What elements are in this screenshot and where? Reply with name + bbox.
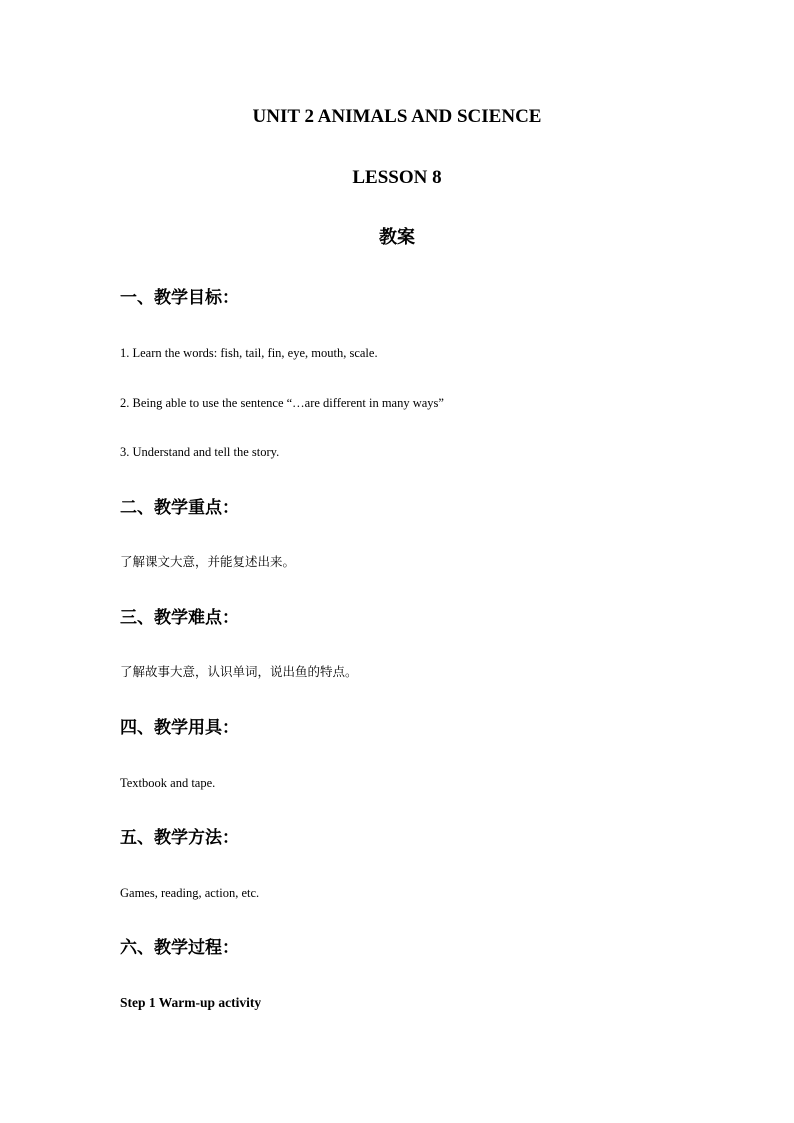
key-points-text: 了解课文大意，并能复述出来。 [120, 554, 296, 569]
unit-title: UNIT 2 ANIMALS AND SCIENCE [252, 106, 542, 127]
step-1-heading: Step 1 Warm-up activity [120, 995, 262, 1010]
section-heading-methods: 五、教学方法： [120, 828, 239, 848]
teaching-aids-text: Textbook and tape. [120, 776, 216, 790]
section-heading-process: 六、教学过程： [120, 938, 239, 958]
section-heading-key-points: 二、教学重点： [120, 498, 239, 518]
difficulties-text: 了解故事大意，认识单词，说出鱼的特点。 [120, 664, 358, 679]
section-heading-objectives: 一、教学目标： [120, 288, 239, 308]
objective-line-1: 1. Learn the words: fish, tail, fin, eye, mouth, scale. [120, 346, 378, 360]
section-heading-teaching-aids: 四、教学用具： [120, 718, 239, 738]
lesson-plan-title: 教案 [379, 227, 415, 248]
objective-line-3: 3. Understand and tell the story. [120, 445, 280, 459]
objective-line-2: 2. Being able to use the sentence “…are different in many ways” [120, 396, 444, 410]
lesson-title: LESSON 8 [352, 167, 442, 188]
section-heading-difficulties: 三、教学难点： [120, 608, 239, 628]
methods-text: Games, reading, action, etc. [120, 886, 260, 900]
